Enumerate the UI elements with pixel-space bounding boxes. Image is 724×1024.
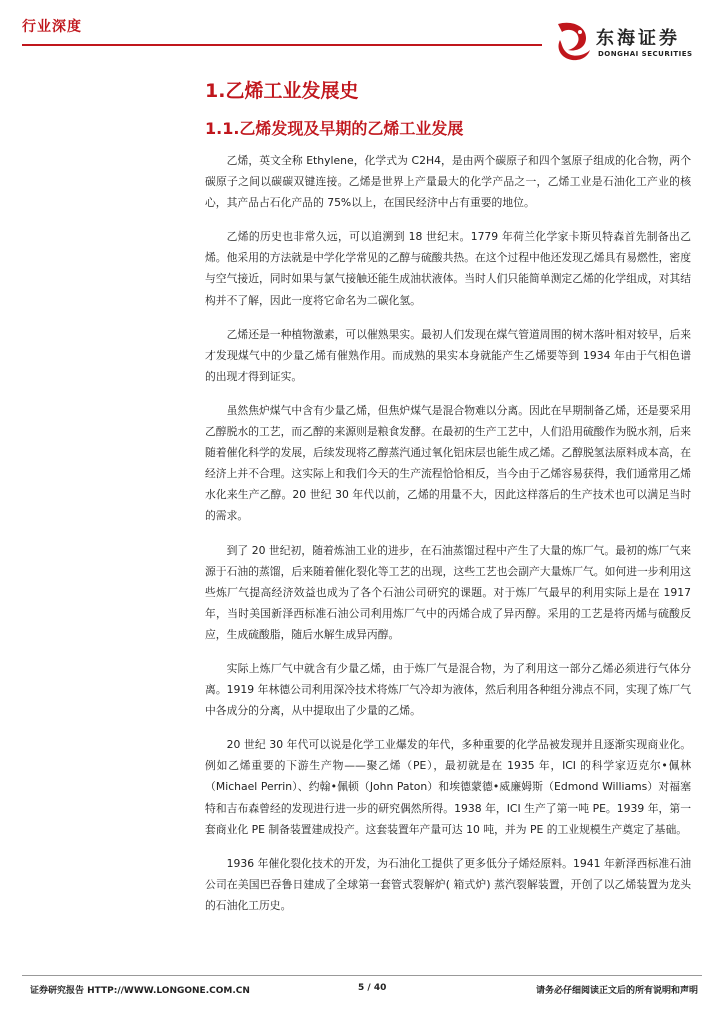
footer-website: 证券研究报告 HTTP://WWW.LONGONE.COM.CN: [30, 986, 250, 996]
paragraph: 20 世纪 30 年代可以说是化学工业爆发的年代，多种重要的化学品被发现并且逐渐实现商业化。例如乙烯重要的下游生产物——聚乙烯（PE），最初就是在 1935 年，ICI 的科学家迈克尔•佩林（Michael Perrin）、约翰•佩顿（John Paton）和埃德蒙德•威廉姆斯（Edmond Williams）对福塞特和吉布森曾经的发现进行进一步的研究偶然所得。1938 年，ICI 生产了第一吨 PE。1939 年，第一套商业化 PE 制备装置建成投产。这套装置年产量可达 10 吨，并为 PE 的工业规模生产奠定了基础。: [205, 738, 691, 836]
paragraph: 1936 年催化裂化技术的开发，为石油化工提供了更多低分子烯烃原料。1941 年新泽西标准石油公司在美国巴吞鲁日建成了全球第一套管式裂解炉( 箱式炉) 蒸汽裂解装置，开创了以乙烯装置为龙头的石油化工历史。: [205, 856, 691, 912]
footer-disclaimer: 请务必仔细阅读正文后的所有说明和声明: [535, 986, 698, 996]
subsection-title: 1.1.乙烯发现及早期的乙烯工业发展: [205, 119, 464, 138]
paragraph: 乙烯还是一种植物激素，可以催熟果实。最初人们发现在煤气管道周围的树木落叶相对较早，后来才发现煤气中的少量乙烯有催熟作用。而成熟的果实本身就能产生乙烯要等到 1934 年由于气相色谱的出现才得到证实。: [205, 327, 691, 383]
report-category-tag: 行业深度: [22, 19, 82, 35]
main-content: [205, 76, 691, 929]
section-title: 1.乙烯工业发展史: [205, 80, 359, 102]
dragon-logo-icon: [552, 18, 592, 64]
paragraph: 虽然焦炉煤气中含有少量乙烯，但焦炉煤气是混合物难以分离。因此在早期制备乙烯，还是要采用乙醇脱水的工艺，而乙醇的来源则是粮食发酵。在最初的生产工艺中，人们沿用硫酸作为脱水剂，后来随着催化科学的发展，后续发现将乙醇蒸汽通过氧化铝床层也能生成乙烯。乙醇脱氢法原料成本高，在经济上并不合理。这实际上和我们今天的生产流程恰恰相反，当今由于乙烯容易获得，我们通常用乙烯水化来生产乙醇。20 世纪 30 年代以前，乙烯的用量不大，因此这样落后的生产技术也可以满足当时的需求。: [205, 403, 691, 523]
logo-english-name: DONGHAI SECURITIES: [598, 50, 693, 58]
company-logo: [552, 18, 712, 64]
logo-chinese-name: 东海证券: [596, 28, 680, 49]
paragraph: 乙烯的历史也非常久远，可以追溯到 18 世纪末。1779 年荷兰化学家卡斯贝特森首先制备出乙烯。他采用的方法就是中学化学常见的乙醇与硫酸共热。在这个过程中他还发现乙烯具有易燃性，密度与空气接近，同时如果与氯气接触还能生成油状液体。当时人们只能简单测定乙烯的化学组成，对其结构并不了解，因此一度将它命名为二碳化氢。: [205, 230, 691, 307]
paragraph: 实际上炼厂气中就含有少量乙烯，由于炼厂气是混合物，为了利用这一部分乙烯必须进行气体分离。1919 年林德公司利用深冷技术将炼厂气冷却为液体，然后利用各种组分沸点不同，实现了炼厂气中各成分的分离，从中提取出了少量的乙烯。: [205, 661, 691, 718]
footer-divider: [22, 975, 702, 976]
paragraph: 乙烯，英文全称 Ethylene，化学式为 C2H4，是由两个碳原子和四个氢原子组成的化合物，两个碳原子之间以碳碳双键连接。乙烯是世界上产量最大的化学产品之一，乙烯工业是石油化工产业的核心，其产品占石化产品的 75%以上，在国民经济中占有重要的地位。: [205, 154, 691, 210]
header-divider: [22, 44, 542, 46]
paragraph: 到了 20 世纪初，随着炼油工业的进步，在石油蒸馏过程中产生了大量的炼厂气。最初的炼厂气来源于石油的蒸馏，后来随着催化裂化等工艺的出现，这些工艺也会副产大量炼厂气。如何进一步利用这些炼厂气提高经济效益也成为了各个石油公司研究的课题。对于炼厂气最早的利用实际上是在 1917 年，当时美国新泽西标准石油公司利用炼厂气中的丙烯合成了异丙醇。采用的工艺是将丙烯与硫酸反应，生成硫酸脂，随后水解生成异丙醇。: [205, 543, 691, 641]
page-number: 5 / 40: [358, 983, 387, 993]
